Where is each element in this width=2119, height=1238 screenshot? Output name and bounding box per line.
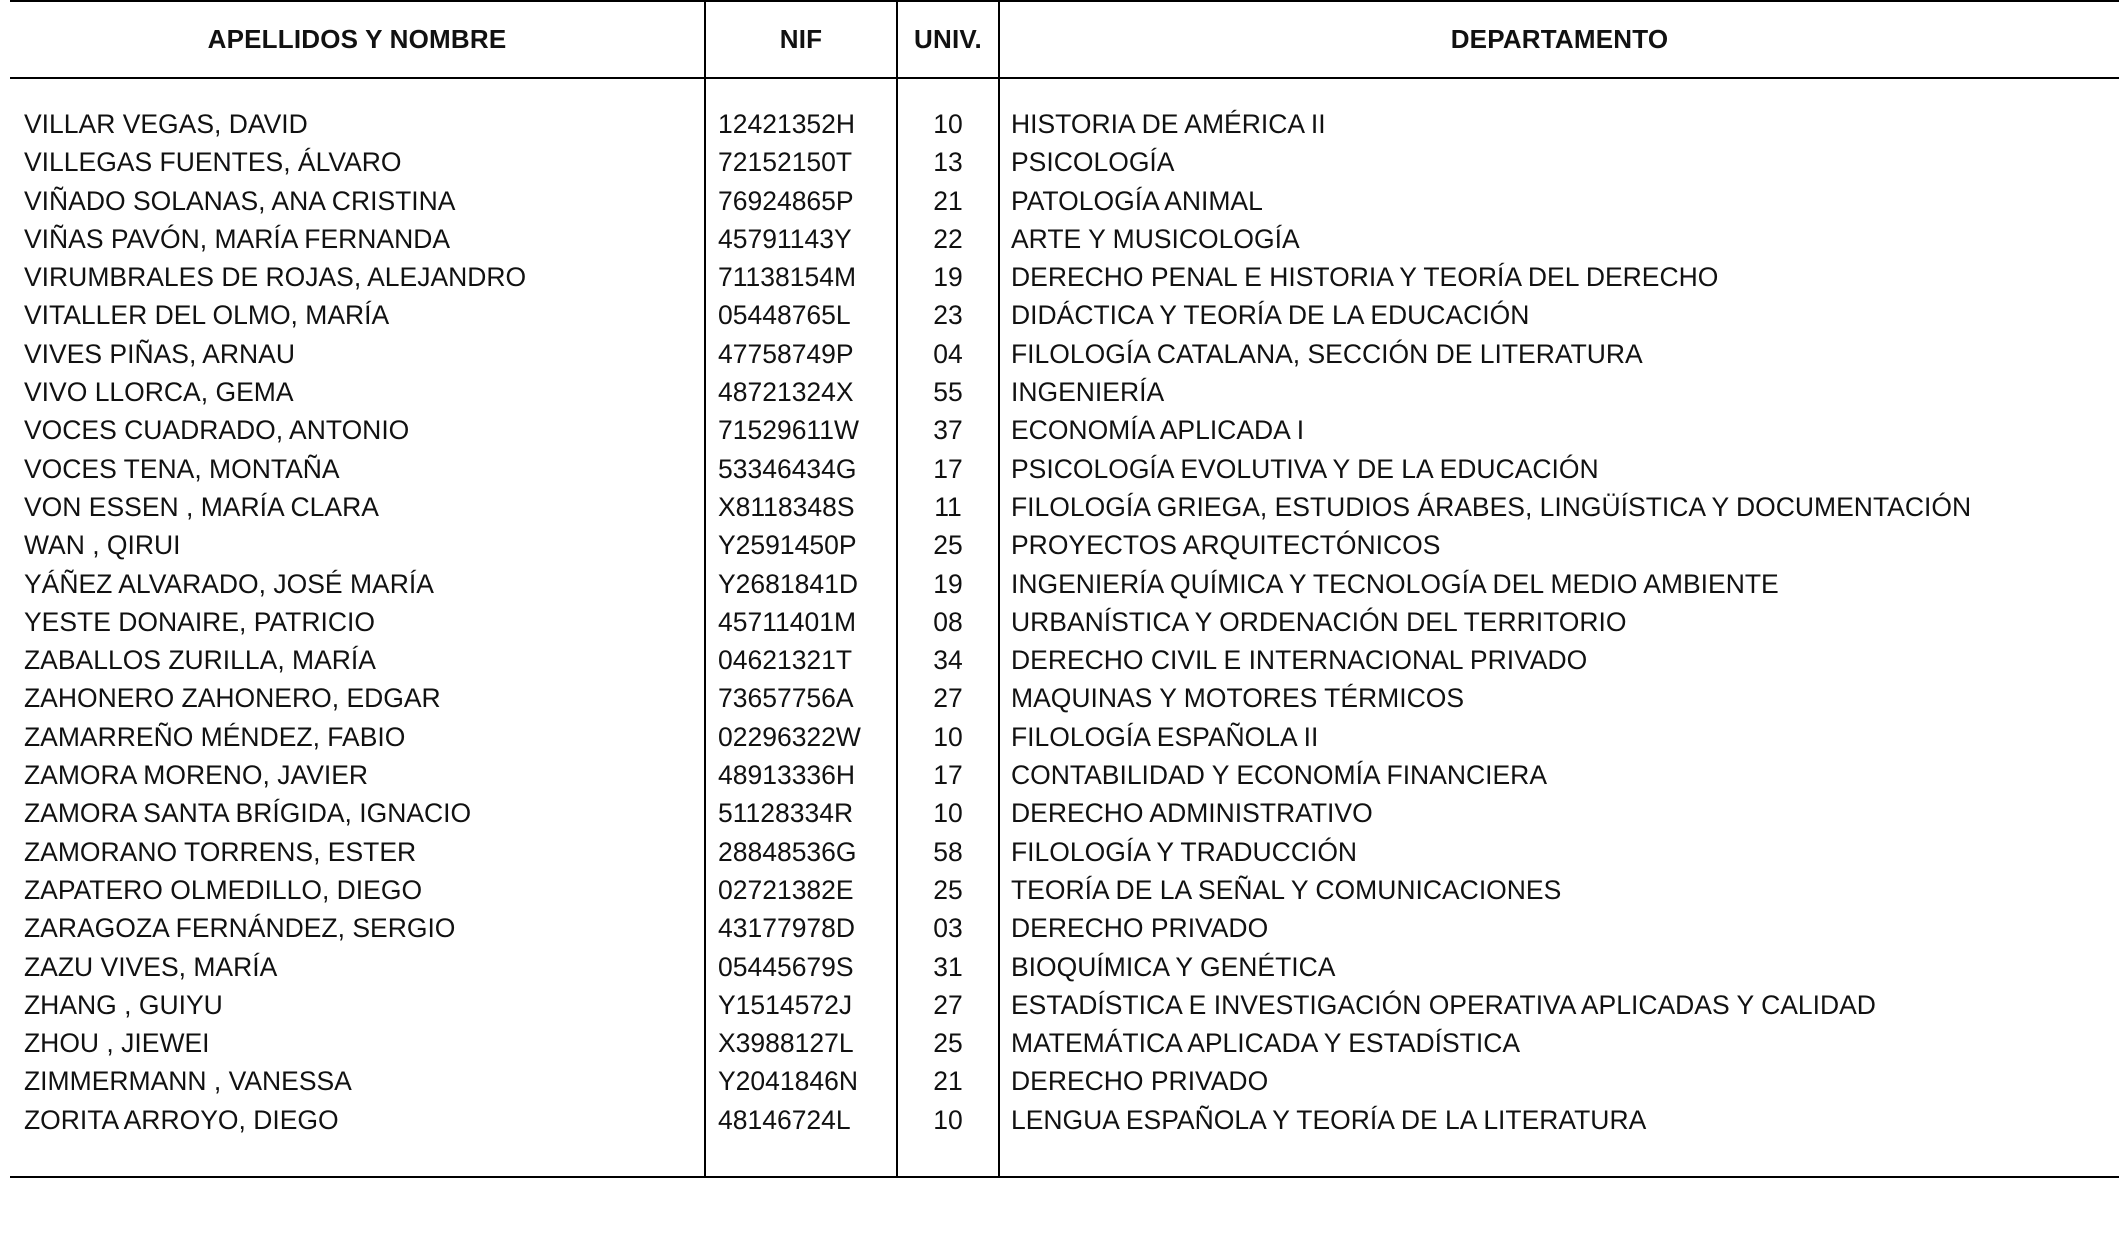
cell-department: CONTABILIDAD Y ECONOMÍA FINANCIERA	[1011, 760, 1547, 791]
cell-name: ZAPATERO OLMEDILLO, DIEGO	[24, 874, 423, 905]
cell-univ: 04	[933, 338, 963, 369]
table-row	[0, 105, 2119, 143]
cell-nif: 04621321T	[718, 645, 853, 676]
cell-name: ZAZU VIVES, MARÍA	[24, 951, 278, 982]
cell-univ: 34	[933, 645, 963, 676]
cell-department: PSICOLOGÍA	[1011, 147, 1175, 178]
cell-nif: 53346434G	[718, 453, 857, 484]
cell-department: LENGUA ESPAÑOLA Y TEORÍA DE LA LITERATURA	[1011, 1104, 1647, 1135]
cell-nif: 48913336H	[718, 760, 856, 791]
cell-nif: 45791143Y	[718, 223, 852, 254]
cell-name: VIVO LLORCA, GEMA	[24, 377, 294, 408]
cell-name: ZAMORANO TORRENS, ESTER	[24, 836, 417, 867]
cell-nif: 76924865P	[718, 185, 854, 216]
cell-univ: 10	[933, 721, 963, 752]
cell-nif: X3988127L	[718, 1028, 854, 1059]
cell-univ: 21	[933, 185, 963, 216]
cell-department: FILOLOGÍA Y TRADUCCIÓN	[1011, 836, 1358, 867]
table-row	[0, 833, 2119, 871]
table-row	[0, 948, 2119, 986]
cell-department: DIDÁCTICA Y TEORÍA DE LA EDUCACIÓN	[1011, 300, 1530, 331]
cell-nif: 71529611W	[718, 415, 859, 446]
cell-department: FILOLOGÍA ESPAÑOLA II	[1011, 721, 1319, 752]
cell-name: VILLAR VEGAS, DAVID	[24, 109, 308, 139]
cell-univ: 27	[933, 683, 963, 714]
cell-univ: 10	[933, 1104, 963, 1135]
cell-name: VIVES PIÑAS, ARNAU	[24, 338, 295, 369]
cell-name: ZAHONERO ZAHONERO, EDGAR	[24, 683, 441, 714]
cell-department: FILOLOGÍA CATALANA, SECCIÓN DE LITERATURA	[1011, 338, 1643, 369]
cell-name: WAN , QIRUI	[24, 530, 181, 561]
cell-univ: 55	[933, 377, 963, 408]
cell-nif: Y1514572J	[718, 989, 853, 1020]
table-row	[0, 794, 2119, 832]
cell-nif: 05448765L	[718, 300, 851, 331]
header-department: DEPARTAMENTO	[1450, 23, 1669, 54]
cell-nif: 51128334R	[718, 798, 854, 829]
cell-nif: 48146724L	[718, 1104, 851, 1135]
table-row	[0, 182, 2119, 220]
table-row	[0, 756, 2119, 794]
header-name: APELLIDOS Y NOMBRE	[207, 23, 507, 54]
cell-nif: 71138154M	[718, 262, 857, 293]
cell-name: ZHOU , JIEWEI	[24, 1028, 210, 1059]
cell-name: VOCES TENA, MONTAÑA	[24, 453, 340, 484]
cell-department: ARTE Y MUSICOLOGÍA	[1011, 223, 1300, 254]
cell-univ: 37	[933, 415, 963, 446]
cell-univ: 23	[933, 300, 963, 331]
cell-univ: 58	[933, 836, 963, 867]
table-row	[0, 909, 2119, 947]
cell-nif: 02721382E	[718, 874, 854, 905]
cell-univ: 10	[933, 798, 963, 829]
table-row	[0, 718, 2119, 756]
cell-nif: 72152150T	[718, 147, 853, 178]
cell-department: PSICOLOGÍA EVOLUTIVA Y DE LA EDUCACIÓN	[1011, 453, 1599, 484]
table-row	[0, 296, 2119, 334]
table-row	[0, 488, 2119, 526]
table-row	[0, 871, 2119, 909]
cell-department: DERECHO PRIVADO	[1011, 1066, 1269, 1097]
cell-department: BIOQUÍMICA Y GENÉTICA	[1011, 951, 1336, 982]
cell-name: VIÑADO SOLANAS, ANA CRISTINA	[24, 185, 456, 216]
cell-univ: 19	[933, 568, 963, 599]
cell-name: YESTE DONAIRE, PATRICIO	[24, 606, 375, 637]
cell-univ: 03	[933, 913, 963, 944]
cell-name: VON ESSEN , MARÍA CLARA	[24, 491, 379, 522]
cell-univ: 21	[933, 1066, 963, 1097]
cell-department: MATEMÁTICA APLICADA Y ESTADÍSTICA	[1011, 1028, 1521, 1059]
cell-univ: 10	[933, 109, 963, 139]
cell-univ: 31	[933, 951, 963, 982]
cell-name: ZAMORA MORENO, JAVIER	[24, 760, 369, 791]
table-row	[0, 641, 2119, 679]
cell-nif: 47758749P	[718, 338, 854, 369]
cell-department: INGENIERÍA QUÍMICA Y TECNOLOGÍA DEL MEDIO AMBIENTE	[1011, 568, 1779, 599]
cell-nif: 73657756A	[718, 683, 854, 714]
cell-name: VILLEGAS FUENTES, ÁLVARO	[24, 147, 402, 178]
cell-name: ZIMMERMANN , VANESSA	[24, 1066, 352, 1097]
table-row	[0, 986, 2119, 1024]
cell-nif: 45711401M	[718, 606, 857, 637]
cell-department: DERECHO ADMINISTRATIVO	[1011, 798, 1373, 829]
cell-department: PATOLOGÍA ANIMAL	[1011, 185, 1263, 216]
cell-name: VIRUMBRALES DE ROJAS, ALEJANDRO	[24, 262, 527, 293]
cell-department: ECONOMÍA APLICADA I	[1011, 415, 1305, 446]
cell-nif: 28848536G	[718, 836, 857, 867]
cell-nif: Y2591450P	[718, 530, 857, 561]
cell-department: FILOLOGÍA GRIEGA, ESTUDIOS ÁRABES, LINGÜÍSTICA Y DOCUMENTACIÓN	[1011, 491, 1972, 522]
cell-nif: 48721324X	[718, 377, 854, 408]
cell-department: INGENIERÍA	[1011, 377, 1165, 408]
cell-department: DERECHO CIVIL E INTERNACIONAL PRIVADO	[1011, 645, 1588, 676]
cell-nif: X8118348S	[718, 491, 855, 522]
cell-department: HISTORIA DE AMÉRICA II	[1011, 109, 1326, 139]
cell-name: ZORITA ARROYO, DIEGO	[24, 1104, 339, 1135]
cell-name: VOCES CUADRADO, ANTONIO	[24, 415, 410, 446]
table-row	[0, 565, 2119, 603]
cell-department: MAQUINAS Y MOTORES TÉRMICOS	[1011, 683, 1465, 714]
cell-name: VITALLER DEL OLMO, MARÍA	[24, 300, 390, 331]
table-row	[0, 1101, 2119, 1139]
cell-nif: 02296322W	[718, 721, 861, 752]
table-row	[0, 1024, 2119, 1062]
cell-name: ZAMARREÑO MÉNDEZ, FABIO	[24, 721, 406, 752]
cell-nif: 43177978D	[718, 913, 856, 944]
cell-univ: 19	[933, 262, 963, 293]
cell-univ: 27	[933, 989, 963, 1020]
cell-univ: 08	[933, 606, 963, 637]
header-nif: NIF	[779, 23, 823, 54]
header-univ: UNIV.	[914, 23, 982, 54]
cell-univ: 11	[934, 491, 962, 522]
table-row	[0, 1062, 2119, 1100]
table-row	[0, 526, 2119, 564]
cell-univ: 13	[933, 147, 963, 178]
cell-department: PROYECTOS ARQUITECTÓNICOS	[1011, 530, 1441, 561]
cell-nif: Y2681841D	[718, 568, 858, 599]
table-row	[0, 603, 2119, 641]
table-body	[0, 105, 2119, 1139]
cell-univ: 17	[933, 760, 963, 791]
cell-univ: 25	[933, 530, 963, 561]
cell-nif: 05445679S	[718, 951, 854, 982]
cell-univ: 25	[933, 874, 963, 905]
cell-department: URBANÍSTICA Y ORDENACIÓN DEL TERRITORIO	[1011, 606, 1627, 637]
table-row	[0, 258, 2119, 296]
cell-univ: 25	[933, 1028, 963, 1059]
table-bottom-rule	[10, 1176, 2119, 1178]
table-row	[0, 450, 2119, 488]
table-row	[0, 679, 2119, 717]
cell-name: ZHANG , GUIYU	[24, 989, 223, 1020]
cell-department: ESTADÍSTICA E INVESTIGACIÓN OPERATIVA APLICADAS Y CALIDAD	[1011, 989, 1876, 1020]
cell-univ: 22	[933, 223, 963, 254]
cell-nif: Y2041846N	[718, 1066, 858, 1097]
cell-name: ZABALLOS ZURILLA, MARÍA	[24, 645, 376, 676]
table-row	[0, 411, 2119, 449]
cell-name: YÁÑEZ ALVARADO, JOSÉ MARÍA	[24, 568, 434, 599]
cell-department: DERECHO PRIVADO	[1011, 913, 1269, 944]
table-row	[0, 373, 2119, 411]
table-row	[0, 335, 2119, 373]
cell-name: ZAMORA SANTA BRÍGIDA, IGNACIO	[24, 798, 472, 829]
cell-name: ZARAGOZA FERNÁNDEZ, SERGIO	[24, 913, 456, 944]
table-row	[0, 220, 2119, 258]
cell-department: DERECHO PENAL E HISTORIA Y TEORÍA DEL DERECHO	[1011, 262, 1719, 293]
cell-name: VIÑAS PAVÓN, MARÍA FERNANDA	[24, 223, 451, 254]
table-row	[0, 143, 2119, 181]
cell-department: TEORÍA DE LA SEÑAL Y COMUNICACIONES	[1011, 874, 1562, 905]
cell-nif: 12421352H	[718, 109, 856, 139]
cell-univ: 17	[933, 453, 963, 484]
